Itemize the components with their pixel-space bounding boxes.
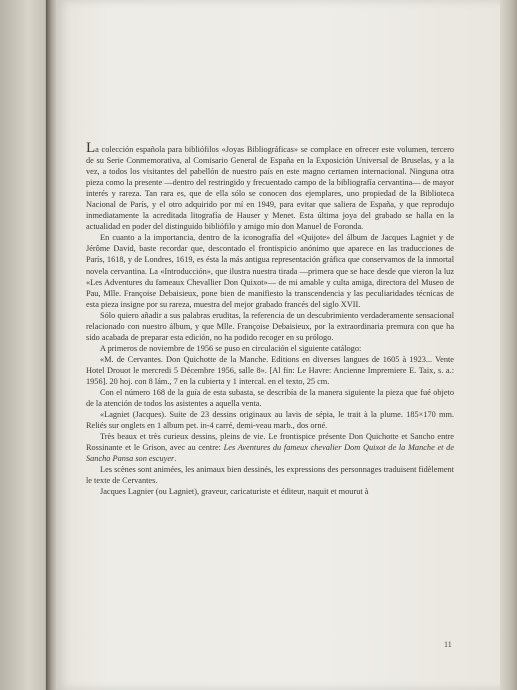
page-body-text: [86, 140, 454, 498]
paragraph-8: [86, 431, 454, 464]
paragraph-10: Jacques Lagnier (ou Lagniet), graveur, caricaturiste et éditeur, naquit et mourut à: [100, 487, 369, 497]
right-page-edge: [500, 0, 517, 690]
left-page-edge: [0, 0, 52, 690]
paragraph-4: A primeros de noviembre de 1956 se puso en circulación el siguiente catálogo:: [100, 343, 362, 353]
paragraph-5-catalog-entry: «M. de Cervantes. Don Quichotte de la Manche. Editions en diverses langues de 1605 à 1923... Vente Hotel Drouot le mercredi 5 Décembre 1956, salle 8». [Al fin: Le Havre: Ancienne Impremiere E. Taix, s. a.: 1956]. 20 hoj. con 8 lám., 7 en la cubierta y 1 intercal. en el texto, 25 cm.: [86, 354, 454, 386]
paragraph-1-text: a colección española para bibliófilos «Joyas Bibliográficas» se complace en ofrecer este volumen, tercero de su Serie Conmemorativa, al Comisario General de España en la Exposición Universal de Bruselas, y a la vez, a todos los visitantes del pabellón de nuestro país en este magno certamen internacional. Ninguna otra pieza como la presente —dentro del restringido y frecuentado campo de la bibliografía cervantina— de mayor interés y rareza. Tan rara es, que de ella sólo se conocen dos ejemplares, uno propiedad de la Biblioteca Nacional de París, y el otro adquirido por mí en 1949, para evitar que saliera de España, y que reprodujo inmediatamente la acreditada litografía de Hauser y Menet. Esta última joya del grabado se halla en la actualidad en poder del distinguido bibliófilo y amigo mío don Manuel de Foronda.: [86, 145, 454, 232]
paragraph-9: Les scènes sont animées, les animaux bien dessinés, les expressions des personnages traduisent fidèlement le texte de Cervantes.: [86, 465, 454, 486]
paragraph-8-end: .: [174, 454, 177, 464]
paragraph-6: Con el número 168 de la guía de esta subasta, se describía de la manera siguiente la pieza que fué objeto de la atención de todos los asistentes a aquella venta.: [86, 388, 454, 409]
paragraph-3: Sólo quiero añadir a sus palabras eruditas, la referencia de un descubrimiento verdaderamente sensacional relacionado con nuestro álbum, y que Mlle. Françoise Debaisieux, por la extraordinaria premura con que ha sido acabada de preparar esta edición, no ha podido recoger en su prólogo.: [86, 310, 454, 342]
drop-cap: L: [86, 140, 96, 156]
paragraph-1: [86, 140, 454, 232]
page-number: 11: [444, 640, 452, 649]
paragraph-8-text: Très beaux et très curieux dessins, pleins de vie. Le frontispice présente Don Quichotte et Sancho entre Rossinante et le Grison, avec au centre:: [86, 432, 454, 453]
book-title-italic: Les Aventures du fameux chevalier Dom Quixot de la Manche et de Sancho Pansa son escuyer: [86, 443, 454, 464]
paragraph-2: En cuanto a la importancia, dentro de la iconografía del «Quijote» del álbum de Jacques Lagniet y de Jérôme David, baste recordar que, descontado el frontispicio anónimo que aparece en las traducciones de París, 1618, y de Londres, 1619, es ésta la más antigua representación gráfica que conservamos de la inmortal novela cervantina. La «Introducción», que ilustra nuestra tirada —primera que se hace desde que vieron la luz «Les Adventures du fameaux Chevallier Don Quixot»— de mi amable y culta amiga, directora del Museo de Pau, Mlle. Françoise Debaisieux, pone bien de manifiesto la transcendencia y las peculiaridades técnicas de esta pieza insigne por su rareza, muestra del mejor grabado francés del siglo XVII.: [86, 233, 454, 309]
book-page: [56, 0, 504, 690]
paragraph-7-lot-description: «Lagniet (Jacques). Suite de 23 dessins originaux au lavis de sépia, le trait à la plume. 185×170 mm. Reliés sur onglets en 1 album pet. in-4 carré, demi-veau marb., dos orné.: [86, 410, 454, 431]
